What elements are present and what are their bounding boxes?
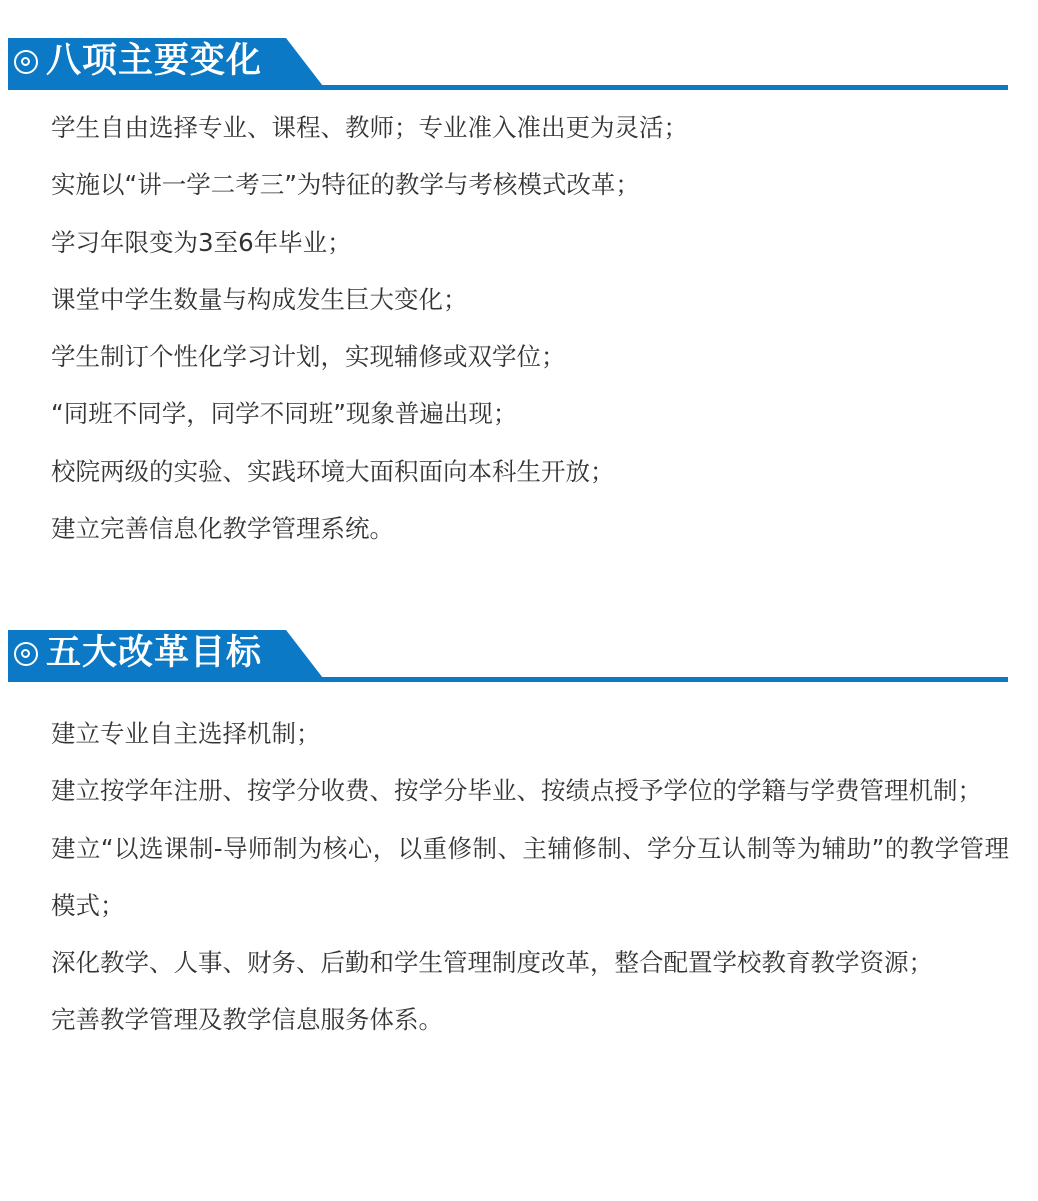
double-circle-icon (14, 642, 38, 666)
section-header-changes (8, 38, 1008, 90)
section-divider-line (8, 677, 1008, 682)
list-item: 校院两级的实验、实践环境大面积面向本科生开放； (51, 456, 615, 486)
list-item: 建立专业自主选择机制； (51, 719, 321, 748)
double-circle-icon (14, 50, 38, 74)
section-title: 五大改革目标 (46, 633, 263, 673)
changes-list (51, 99, 1009, 557)
list-item: 学习年限变为3至6年毕业； (51, 227, 352, 257)
list-item: 深化教学、人事、财务、后勤和学生管理制度改革，整合配置学校教育教学资源； (51, 948, 933, 978)
list-item: 建立按学年注册、按学分收费、按学分毕业、按绩点授予学位的学籍与学费管理机制； (51, 776, 982, 806)
list-item: 完善教学管理及教学信息服务体系。 (51, 1005, 443, 1035)
goals-list (51, 705, 1009, 1049)
list-item: “同班不同学，同学不同班”现象普遍出现； (51, 399, 518, 429)
section-header-goals (8, 630, 1008, 682)
list-item: 课堂中学生数量与构成发生巨大变化； (51, 284, 468, 314)
list-item: 学生自由选择专业、课程、教师；专业准入准出更为灵活； (51, 113, 688, 142)
section-title: 八项主要变化 (46, 41, 263, 81)
list-item: 建立完善信息化教学管理系统。 (51, 514, 394, 544)
list-item: 学生制订个性化学习计划，实现辅修或双学位； (51, 342, 566, 372)
list-item: 实施以“讲一学二考三”为特征的教学与考核模式改革； (51, 170, 640, 200)
section-divider-line (8, 85, 1008, 90)
list-item: 建立“以选课制-导师制为核心，以重修制、主辅修制、学分互认制等为辅助”的教学管理模式； (51, 833, 1009, 920)
